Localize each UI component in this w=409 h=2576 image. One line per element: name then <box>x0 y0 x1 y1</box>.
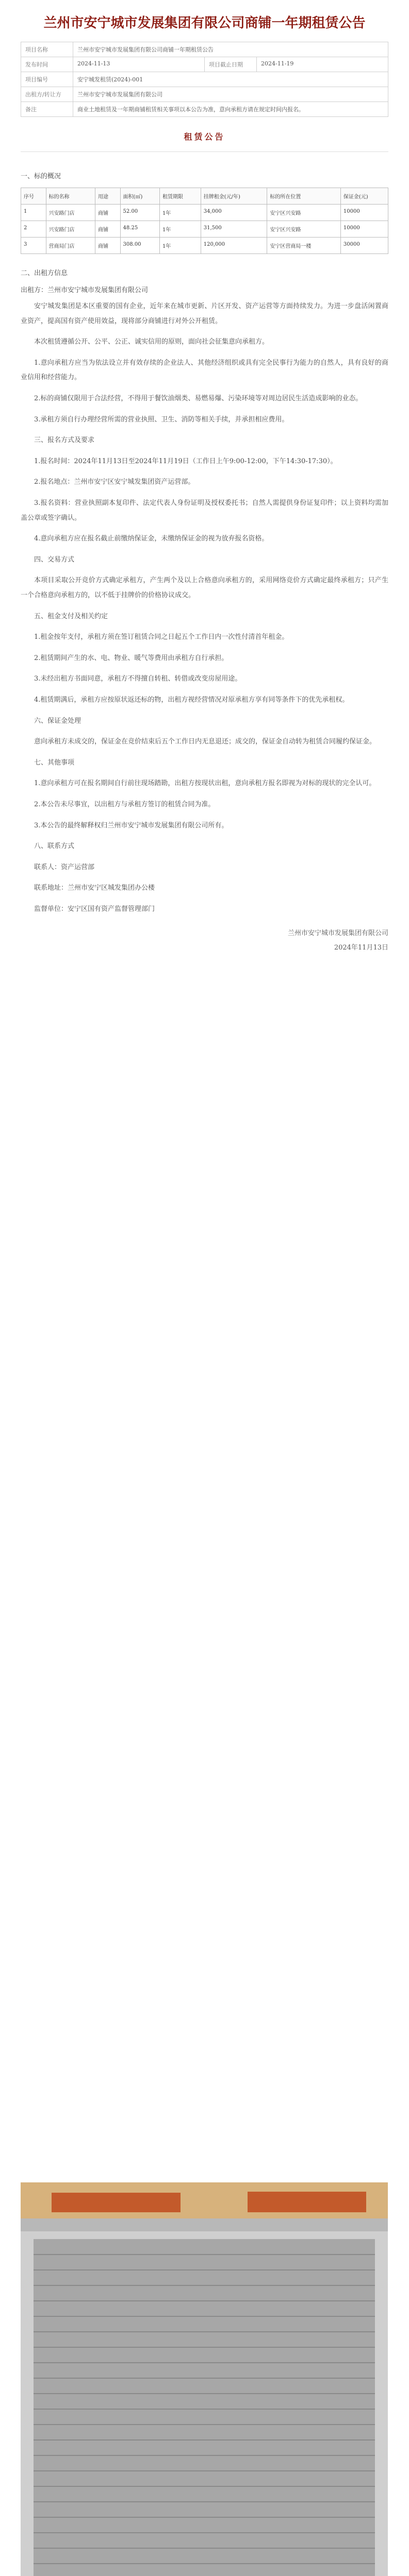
paragraph: 六、保证金处理 <box>34 717 81 725</box>
meta-value: 商业土地租赁及一年期商铺租赁相关事项以本公告为准，意向承租方请在规定时间内报名。 <box>73 102 388 117</box>
paragraph: 意向承租方未成交的，保证金在竞价结束后五个工作日内无息退还；成交的，保证金自动转为租赁合同履约保证金。 <box>34 738 377 746</box>
table-cell: 308.00 <box>120 238 159 254</box>
table-cell: 1年 <box>159 221 201 238</box>
paragraph: 五、租金支付及相关约定 <box>34 612 108 620</box>
paragraph: 3.本公告的最终解释权归兰州市安宁城市发展集团有限公司所有。 <box>34 821 228 829</box>
lessor-line: 出租方：兰州市安宁城市发展集团有限公司 <box>21 286 149 295</box>
table-cell: 商铺 <box>95 205 121 221</box>
table-cell: 10000 <box>340 221 388 238</box>
content <box>0 152 409 956</box>
paragraph: 2.本公告未尽事宜，以出租方与承租方签订的租赁合同为准。 <box>34 800 215 808</box>
meta-value: 安宁城发租赁(2024)-001 <box>73 72 388 87</box>
table-cell: 1 <box>21 205 46 221</box>
meta-key: 发布时间 <box>21 57 73 72</box>
table-cell: 52.00 <box>120 205 159 221</box>
table-cell: 10000 <box>340 205 388 221</box>
meta-row <box>21 57 388 72</box>
table-cell: 兴安路门店 <box>46 205 95 221</box>
meta-value: 兰州市安宁城市发展集团有限公司 <box>73 87 388 102</box>
section-title: 一、标的概况 <box>21 173 61 181</box>
asset-table <box>21 188 388 254</box>
meta-key: 出租方/转让方 <box>21 87 73 102</box>
sign-date: 2024年11月13日 <box>334 944 388 952</box>
table-cell: 安宁区兴安路 <box>267 205 340 221</box>
paragraph: 4.意向承租方应在报名截止前缴纳保证金，未缴纳保证金的视为放弃报名资格。 <box>34 535 269 543</box>
table-cell: 1年 <box>159 238 201 254</box>
paragraph: 1.意向承租方应当为依法设立并有效存续的企业法人、其他经济组织或具有完全民事行为能力的自然人，具有良好的商业信用和经营能力。 <box>21 359 388 382</box>
paragraph: 3.未经出租方书面同意，承租方不得擅自转租、转借或改变房屋用途。 <box>34 675 242 683</box>
paragraph: 联系人：资产运营部 <box>34 863 95 871</box>
meta-value: 兰州市安宁城市发展集团有限公司商铺一年期租赁公告 <box>73 42 388 57</box>
meta-key: 备注 <box>21 102 73 117</box>
asset-header: 租赁期限 <box>159 188 201 205</box>
table-cell: 商铺 <box>95 238 121 254</box>
notice-title: 租赁公告 <box>184 132 225 142</box>
section-title: 二、出租方信息 <box>21 269 68 278</box>
asset-header: 挂牌租金(元/年) <box>201 188 267 205</box>
asset-header: 标的名称 <box>46 188 95 205</box>
paragraph: 1.租金按年支付，承租方须在签订租赁合同之日起五个工作日内一次性付清首年租金。 <box>34 633 289 641</box>
paragraph: 2.租赁期间产生的水、电、物业、暖气等费用由承租方自行承担。 <box>34 654 228 662</box>
asset-header: 面积(㎡) <box>120 188 159 205</box>
table-row <box>21 205 388 221</box>
table-cell: 1年 <box>159 205 201 221</box>
meta-key: 项目编号 <box>21 72 73 87</box>
table-cell: 安宁区营商局一楼 <box>267 238 340 254</box>
paragraph: 1.报名时间：2024年11月13日至2024年11月19日（工作日上午9:00-12:00，下午14:30-17:30）。 <box>34 457 337 465</box>
table-cell: 商铺 <box>95 221 121 238</box>
table-cell: 营商局门店 <box>46 238 95 254</box>
paragraph: 3.报名资料：营业执照副本复印件、法定代表人身份证明及授权委托书；自然人需提供身份证复印件；以上资料均需加盖公章或签字确认。 <box>21 499 388 522</box>
paragraph: 八、联系方式 <box>34 842 75 851</box>
table-cell: 48.25 <box>120 221 159 238</box>
asset-header-row <box>21 188 388 205</box>
sign-company: 兰州市安宁城市发展集团有限公司 <box>287 929 388 937</box>
table-cell: 3 <box>21 238 46 254</box>
table-cell: 安宁区兴安路 <box>267 221 340 238</box>
meta-row <box>21 87 388 102</box>
paragraph: 4.租赁期满后，承租方应按原状返还标的物，出租方视经营情况对原承租方享有同等条件下的优先承租权。 <box>34 696 349 704</box>
paragraph: 四、交易方式 <box>34 555 75 564</box>
paragraph: 安宁城发集团是本区重要的国有企业，近年来在城市更新、片区开发、资产运营等方面持续发力。为进一步盘活闲置商业资产，提高国有资产使用效益，现将部分商铺进行对外公开租赁。 <box>21 302 388 325</box>
table-cell: 兴安路门店 <box>46 221 95 238</box>
paragraph: 1.意向承租方可在报名期间自行前往现场踏勘，出租方按现状出租，意向承租方报名即视为对标的现状的完全认可。 <box>34 779 376 788</box>
meta-row <box>21 102 388 117</box>
asset-header: 保证金(元) <box>340 188 388 205</box>
storefront-photo-1 <box>21 2182 388 2576</box>
paragraph: 本次租赁遵循公开、公平、公正、诚实信用的原则，面向社会征集意向承租方。 <box>34 338 269 346</box>
meta-key: 项目名称 <box>21 42 73 57</box>
paragraph: 监督单位：安宁区国有资产监督管理部门 <box>34 905 155 913</box>
table-row <box>21 221 388 238</box>
paragraph: 本项目采取公开竞价方式确定承租方，产生两个及以上合格意向承租方的，采用网络竞价方式确定最终承租方；只产生一个合格意向承租方的，以不低于挂牌价的价格协议成交。 <box>21 577 388 599</box>
asset-header: 标的所在位置 <box>267 188 340 205</box>
table-cell: 30000 <box>340 238 388 254</box>
paragraph: 七、其他事项 <box>34 758 75 767</box>
meta-row <box>21 42 388 57</box>
meta-table <box>21 42 388 117</box>
table-cell: 2 <box>21 221 46 238</box>
paragraph: 3.承租方须自行办理经营所需的营业执照、卫生、消防等相关手续，并承担相应费用。 <box>34 415 289 423</box>
meta-row <box>21 72 388 87</box>
table-row <box>21 238 388 254</box>
paragraph: 2.报名地点：兰州市安宁区安宁城发集团资产运营部。 <box>34 478 195 486</box>
header <box>0 0 409 142</box>
meta-value: 2024-11-19 <box>257 57 388 72</box>
asset-header: 用途 <box>95 188 121 205</box>
signature-block <box>21 926 388 956</box>
asset-header: 序号 <box>21 188 46 205</box>
paragraph: 联系地址：兰州市安宁区城发集团办公楼 <box>34 884 155 892</box>
paragraph: 三、报名方式及要求 <box>34 436 95 445</box>
storefront-image-1 <box>21 2182 388 2576</box>
table-cell: 31,500 <box>201 221 267 238</box>
table-cell: 34,000 <box>201 205 267 221</box>
meta-key: 项目截止日期 <box>205 57 257 72</box>
paragraph: 2.标的商铺仅限用于合法经营，不得用于餐饮油烟类、易燃易爆、污染环境等对周边居民生活造成影响的业态。 <box>34 395 363 403</box>
meta-value: 2024-11-13 <box>73 57 205 72</box>
table-cell: 120,000 <box>201 238 267 254</box>
page-title: 兰州市安宁城市发展集团有限公司商铺一年期租赁公告 <box>43 15 366 31</box>
